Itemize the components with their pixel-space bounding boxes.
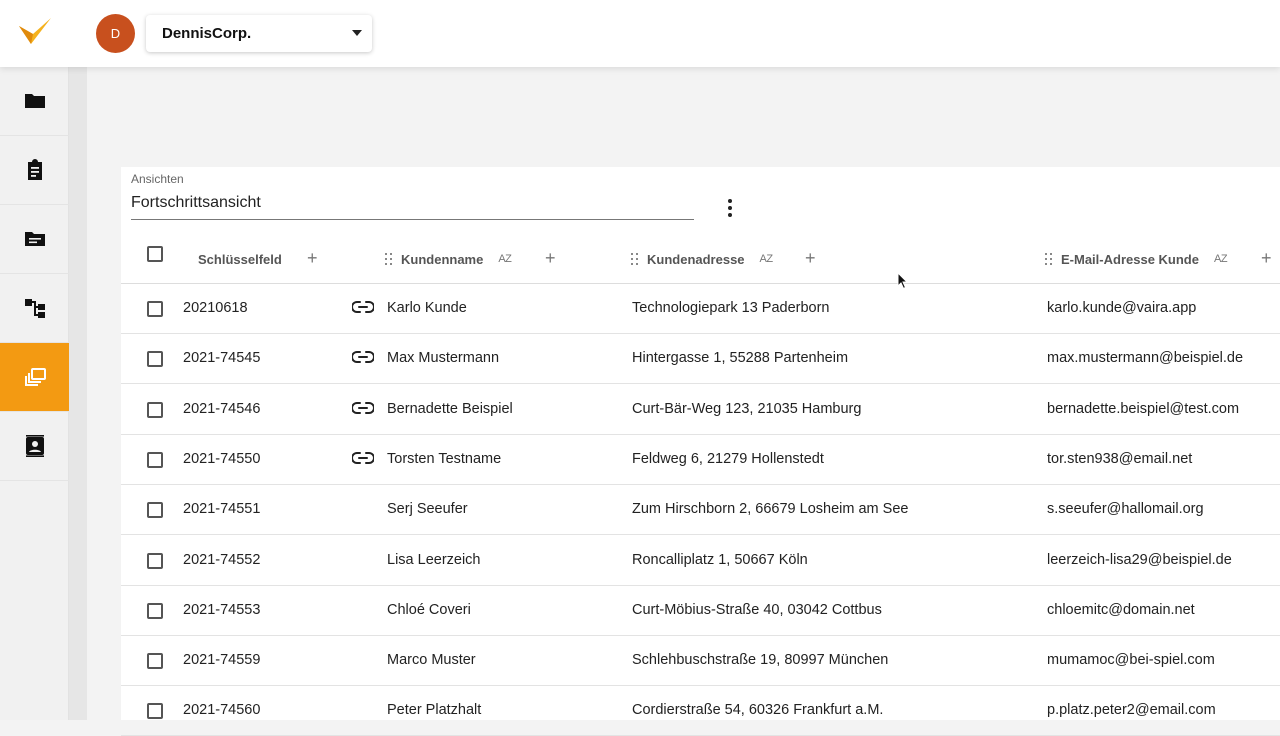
table-row[interactable] <box>121 435 1280 485</box>
cell-key: 20210618 <box>183 300 248 316</box>
column-label-address: Kundenadresse <box>647 251 745 267</box>
column-label-email: E-Mail-Adresse Kunde <box>1061 251 1199 267</box>
sidebar-item-tasks[interactable] <box>0 136 69 205</box>
cell-name: Karlo Kunde <box>387 300 467 316</box>
table-row[interactable] <box>121 586 1280 636</box>
cell-name: Torsten Testname <box>387 450 502 467</box>
views-label: Ansichten <box>131 172 184 186</box>
clipboard-icon <box>23 158 47 182</box>
sidebar-item-contacts[interactable] <box>0 412 69 481</box>
sidebar-gutter <box>69 67 87 720</box>
link-icon[interactable] <box>352 401 374 415</box>
cell-name: Marco Muster <box>387 652 476 669</box>
folder-icon <box>23 89 47 113</box>
cell-address: Feldweg 6, 21279 Hollenstedt <box>632 450 824 467</box>
row-checkbox[interactable] <box>147 452 163 468</box>
cell-email: chloemitc@domain.net <box>1047 601 1195 618</box>
sidebar <box>0 67 69 720</box>
add-column-icon[interactable]: + <box>307 248 318 268</box>
drag-handle-icon[interactable] <box>631 253 639 265</box>
collections-icon <box>23 365 47 389</box>
cell-key: 2021-74552 <box>183 551 261 568</box>
row-checkbox[interactable] <box>147 653 163 669</box>
cell-address: Technologiepark 13 Paderborn <box>632 300 830 316</box>
cell-email: max.mustermann@beispiel.de <box>1047 350 1244 367</box>
select-all-checkbox[interactable] <box>147 246 163 262</box>
cell-email: karlo.kunde@vaira.app <box>1047 300 1197 316</box>
column-header-email[interactable] <box>1045 234 1227 284</box>
cell-address: Zum Hirschborn 2, 66679 Losheim am See <box>632 501 909 518</box>
row-checkbox[interactable] <box>147 603 163 619</box>
table-row[interactable] <box>121 485 1280 535</box>
row-checkbox[interactable] <box>147 402 163 418</box>
table-row[interactable] <box>121 636 1280 686</box>
cell-email: p.platz.peter2@email.com <box>1047 702 1216 719</box>
document-icon <box>23 227 47 251</box>
sort-az-icon[interactable]: AZ <box>1213 253 1228 265</box>
table-row[interactable] <box>121 536 1280 586</box>
table-header <box>121 234 1280 284</box>
views-select[interactable]: Fortschrittsansicht <box>131 194 694 220</box>
sort-az-icon[interactable]: AZ <box>498 253 512 265</box>
link-icon[interactable] <box>352 350 374 364</box>
contacts-icon <box>23 434 47 458</box>
cell-key: 2021-74551 <box>183 501 261 518</box>
sidebar-item-workflows[interactable] <box>0 274 69 343</box>
cell-name: Bernadette Beispiel <box>387 400 513 417</box>
link-icon[interactable] <box>352 451 374 465</box>
avatar-initial: D <box>110 26 121 41</box>
cell-key: 2021-74560 <box>183 702 261 719</box>
cell-key: 2021-74550 <box>183 450 261 467</box>
cell-email: tor.sten938@email.net <box>1047 450 1193 467</box>
column-header-address[interactable] <box>631 234 773 284</box>
cell-email: bernadette.beispiel@test.com <box>1047 400 1240 417</box>
avatar[interactable] <box>96 14 135 53</box>
table-row[interactable] <box>121 686 1280 736</box>
link-icon[interactable] <box>352 300 374 314</box>
table-row[interactable] <box>121 284 1280 334</box>
row-checkbox[interactable] <box>147 502 163 518</box>
cell-address: Cordierstraße 54, 60326 Frankfurt a.M. <box>632 702 884 719</box>
add-column-icon[interactable]: + <box>805 248 816 268</box>
cell-name: Peter Platzhalt <box>387 702 482 719</box>
cell-key: 2021-74545 <box>183 350 261 367</box>
organization-name: DennisCorp. <box>162 25 252 42</box>
sidebar-item-documents[interactable] <box>0 205 69 274</box>
cell-name: Chloé Coveri <box>387 601 471 618</box>
table-card <box>121 167 1280 720</box>
column-header-key[interactable] <box>198 234 282 284</box>
cell-key: 2021-74546 <box>183 400 261 417</box>
cell-key: 2021-74553 <box>183 601 261 618</box>
cell-email: leerzeich-lisa29@beispiel.de <box>1047 551 1232 568</box>
cell-name: Lisa Leerzeich <box>387 551 481 568</box>
top-bar <box>0 0 1280 67</box>
table-row[interactable] <box>121 385 1280 435</box>
row-checkbox[interactable] <box>147 301 163 317</box>
organization-select[interactable] <box>146 15 372 52</box>
add-column-icon[interactable]: + <box>1261 248 1272 268</box>
drag-handle-icon[interactable] <box>385 253 393 265</box>
column-label-name: Kundenname <box>401 251 484 267</box>
sidebar-item-collections[interactable] <box>0 343 69 412</box>
app-logo-icon[interactable] <box>17 14 53 50</box>
sidebar-item-folders[interactable] <box>0 67 69 136</box>
more-options-icon[interactable] <box>724 199 736 219</box>
column-header-name[interactable] <box>385 234 511 284</box>
cell-address: Schlehbuschstraße 19, 80997 München <box>632 652 889 669</box>
cell-address: Curt-Bär-Weg 123, 21035 Hamburg <box>632 400 862 417</box>
cell-name: Max Mustermann <box>387 350 500 367</box>
column-label-key: Schlüsselfeld <box>198 251 282 267</box>
cell-address: Roncalliplatz 1, 50667 Köln <box>632 551 808 568</box>
table-row[interactable] <box>121 334 1280 384</box>
row-checkbox[interactable] <box>147 703 163 719</box>
cell-address: Curt-Möbius-Straße 40, 03042 Cottbus <box>632 601 882 618</box>
cell-email: mumamoc@bei-spiel.com <box>1047 652 1215 669</box>
row-checkbox[interactable] <box>147 553 163 569</box>
sort-az-icon[interactable]: AZ <box>759 253 773 265</box>
cell-email: s.seeufer@hallomail.org <box>1047 501 1204 518</box>
drag-handle-icon[interactable] <box>1045 253 1053 265</box>
mouse-cursor-icon <box>897 272 909 290</box>
cell-key: 2021-74559 <box>183 652 261 669</box>
workflow-icon <box>23 296 47 320</box>
caret-down-icon <box>352 30 362 36</box>
cell-address: Hintergasse 1, 55288 Partenheim <box>632 350 849 367</box>
row-checkbox[interactable] <box>147 351 163 367</box>
cell-name: Serj Seeufer <box>387 501 468 518</box>
add-column-icon[interactable]: + <box>545 248 556 268</box>
